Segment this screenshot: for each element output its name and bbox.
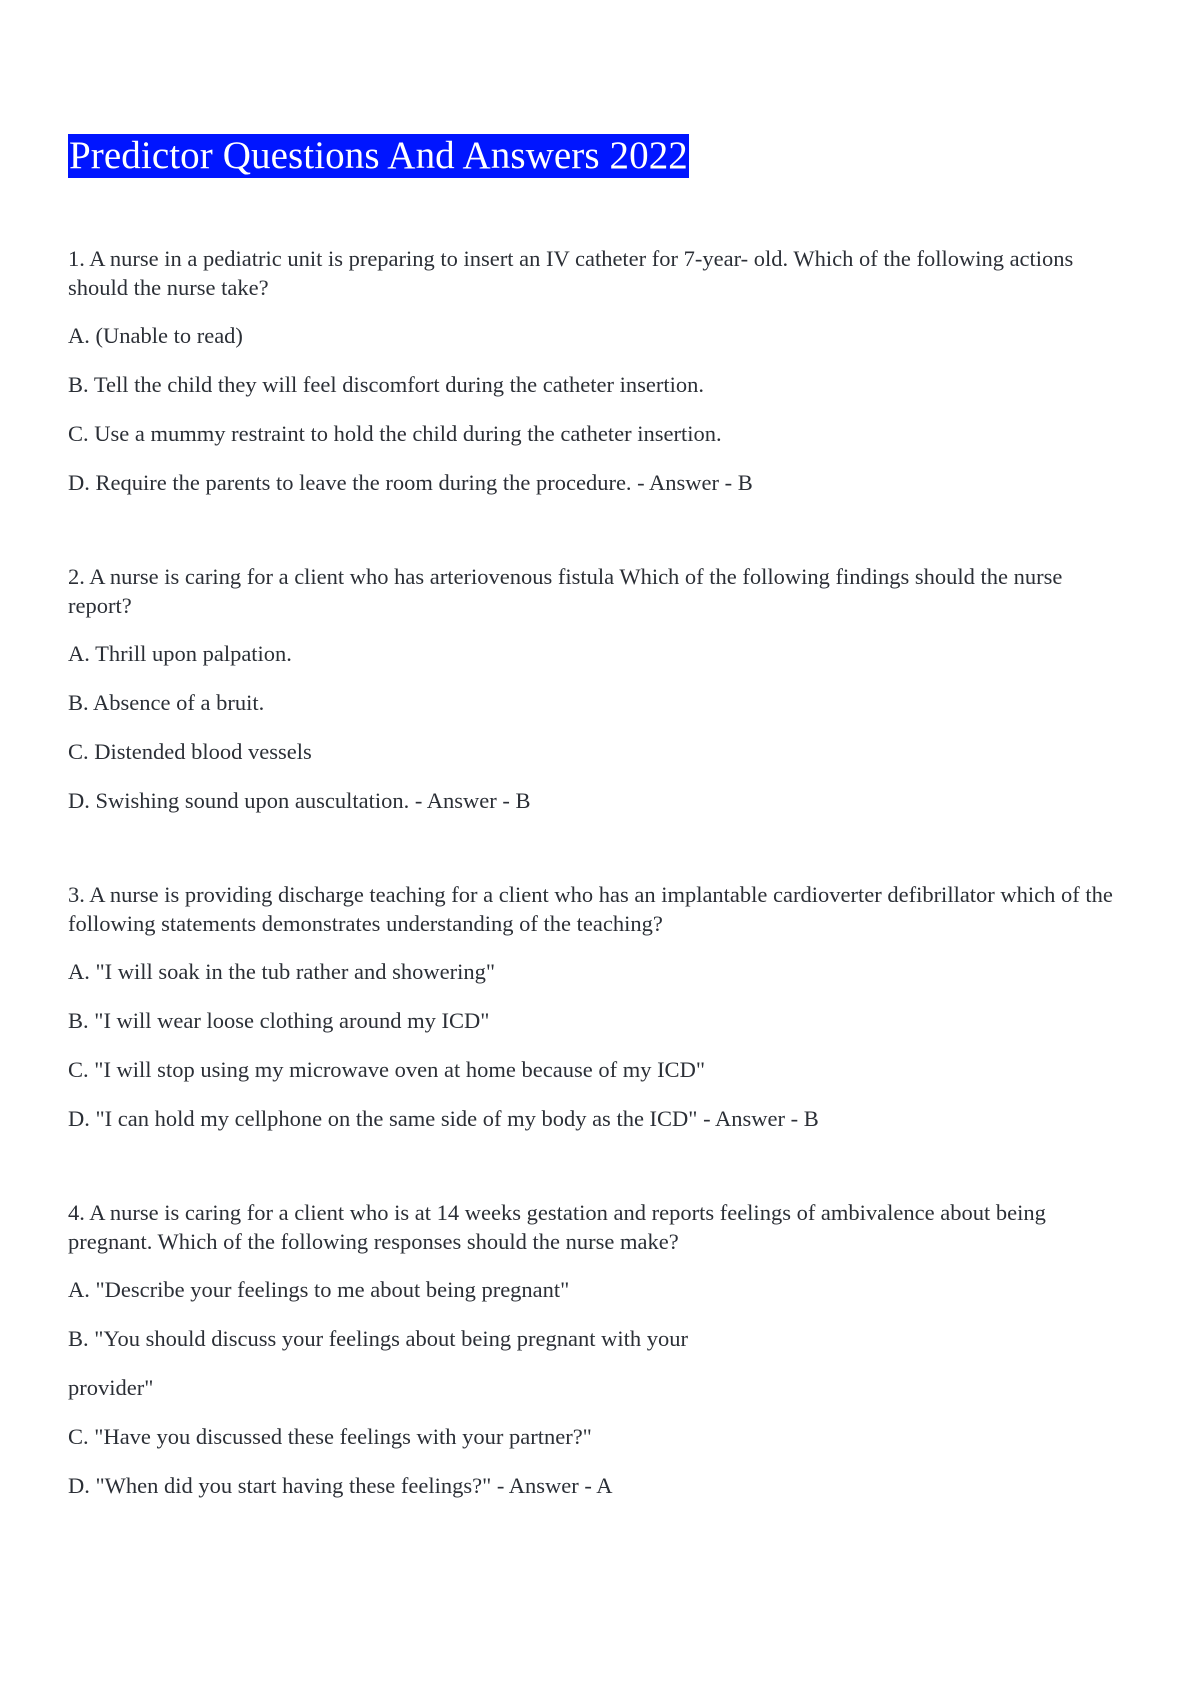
question-1-option-b: B. Tell the child they will feel discomfort during the catheter insertion. bbox=[68, 372, 704, 397]
question-2-option-b: B. Absence of a bruit. bbox=[68, 690, 265, 715]
question-3-stem: 3. A nurse is providing discharge teaching for a client who has an implantable cardioverter defibrillator which of the following statements demonstrates understanding of the teaching? bbox=[68, 882, 1113, 936]
document-title: Predictor Questions And Answers 2022 bbox=[69, 134, 688, 177]
question-2-option-a: A. Thrill upon palpation. bbox=[68, 641, 292, 666]
question-4-stem: 4. A nurse is caring for a client who is at 14 weeks gestation and reports feelings of ambivalence about being pregnant. Which of the following responses should the nurse make? bbox=[68, 1200, 1046, 1254]
question-4-option-c: C. "Have you discussed these feelings with your partner?" bbox=[68, 1424, 592, 1449]
question-1-option-d: D. Require the parents to leave the room during the procedure. - Answer - B bbox=[68, 470, 753, 495]
question-3-option-d: D. "I can hold my cellphone on the same side of my body as the ICD" - Answer - B bbox=[68, 1106, 819, 1131]
question-1-option-c: C. Use a mummy restraint to hold the child during the catheter insertion. bbox=[68, 421, 722, 446]
question-4-option-a: A. "Describe your feelings to me about being pregnant" bbox=[68, 1277, 570, 1302]
question-1-option-a: A. (Unable to read) bbox=[68, 323, 243, 348]
question-3-option-c: C. "I will stop using my microwave oven at home because of my ICD" bbox=[68, 1057, 705, 1082]
question-3-option-b: B. "I will wear loose clothing around my ICD" bbox=[68, 1008, 490, 1033]
question-4-option-b-continued: provider" bbox=[68, 1375, 154, 1400]
question-3-option-a: A. "I will soak in the tub rather and showering" bbox=[68, 959, 496, 984]
question-4-option-b: B. "You should discuss your feelings about being pregnant with your bbox=[68, 1326, 688, 1351]
question-2-option-d: D. Swishing sound upon auscultation. - Answer - B bbox=[68, 788, 531, 813]
question-2-option-c: C. Distended blood vessels bbox=[68, 739, 312, 764]
question-2-stem: 2. A nurse is caring for a client who has arteriovenous fistula Which of the following findings should the nurse report? bbox=[68, 564, 1063, 618]
question-1-stem: 1. A nurse in a pediatric unit is preparing to insert an IV catheter for 7-year- old. Which of the following actions should the nurse take? bbox=[68, 246, 1074, 300]
question-4-option-d: D. "When did you start having these feelings?" - Answer - A bbox=[68, 1473, 613, 1498]
